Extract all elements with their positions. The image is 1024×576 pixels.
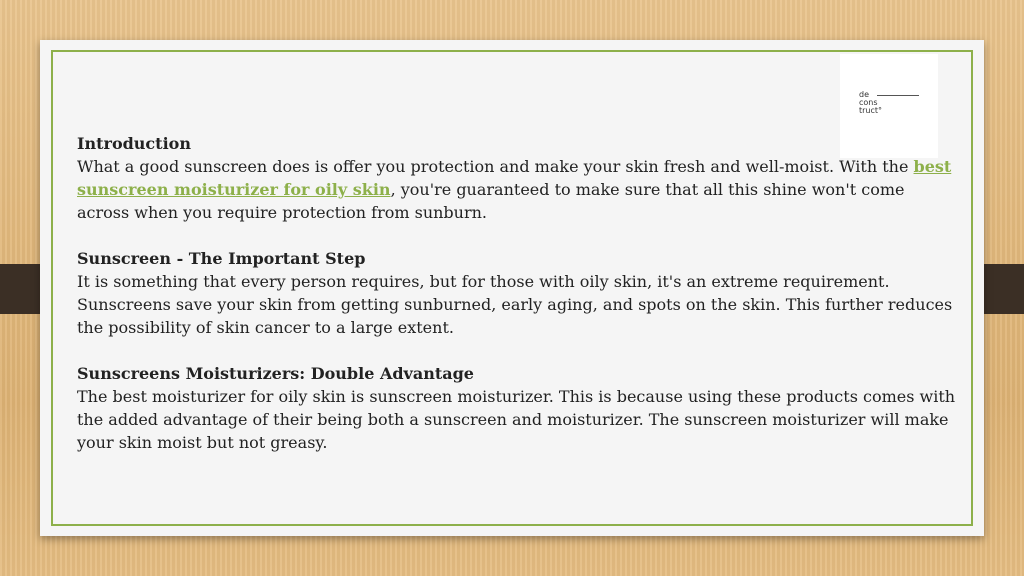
logo-rule — [877, 95, 919, 96]
slide — [40, 40, 984, 536]
section-double-advantage — [77, 362, 957, 454]
article-content — [77, 132, 957, 477]
paragraph-text: , you're guaranteed to make sure that all this shine won't come across when you require protection from sunburn. — [77, 180, 905, 222]
logo-line-2: cons — [859, 98, 878, 107]
section-heading: Sunscreen - The Important Step — [77, 249, 366, 268]
section-important-step — [77, 247, 957, 339]
logo-line-1: de — [859, 90, 869, 99]
section-heading: Introduction — [77, 134, 191, 153]
logo-line-3: truct° — [859, 106, 883, 115]
paragraph-text: It is something that every person requires, but for those with oily skin, it's an extreme requirement. Sunscreens save your skin from getting sunburned, early aging, and spots on the skin. This further reduces the possibility of skin cancer to a large extent. — [77, 272, 953, 337]
sunscreen-moisturizer-link[interactable]: best sunscreen moisturizer for oily skin — [77, 157, 952, 199]
paragraph-text: What a good sunscreen does is offer you protection and make your skin fresh and well-moist. With the — [77, 157, 914, 176]
section-heading: Sunscreens Moisturizers: Double Advantage — [77, 364, 474, 383]
section-introduction — [77, 132, 957, 224]
paragraph-text: The best moisturizer for oily skin is sunscreen moisturizer. This is because using these products comes with the added advantage of their being both a sunscreen and moisturizer. The sunscreen moisturizer will make your skin moist but not greasy. — [77, 387, 956, 452]
